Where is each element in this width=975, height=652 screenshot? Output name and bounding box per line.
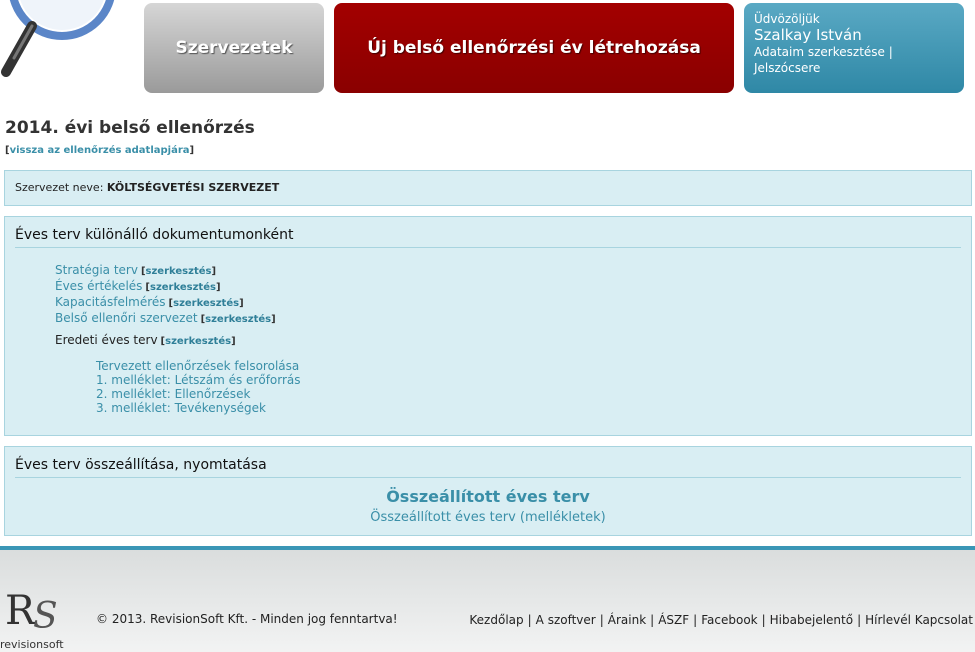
edit-bracket: [szerkesztés] bbox=[200, 314, 276, 325]
footer-logo-text: revisionsoft bbox=[0, 638, 64, 651]
footer-sep: | bbox=[761, 613, 766, 627]
back-bracket-open: [ bbox=[5, 145, 10, 156]
footer-sep: | bbox=[857, 613, 862, 627]
user-greeting: Üdvözöljük bbox=[754, 12, 820, 26]
edit-internal-org-link[interactable]: szerkesztés bbox=[205, 314, 272, 325]
user-box bbox=[744, 3, 964, 93]
edit-evaluation-link[interactable]: szerkesztés bbox=[150, 282, 216, 293]
edit-bracket: [szerkesztés] bbox=[160, 336, 236, 347]
original-plan-row bbox=[55, 333, 236, 347]
capacity-assessment-link[interactable]: Kapacitásfelmérés bbox=[55, 295, 166, 309]
page-title: 2014. évi belső ellenőrzés bbox=[5, 118, 255, 138]
organization-panel bbox=[4, 170, 972, 206]
edit-bracket: [szerkesztés] bbox=[145, 282, 221, 293]
edit-strategy-link[interactable]: szerkesztés bbox=[145, 266, 212, 277]
svg-text:R: R bbox=[5, 590, 36, 634]
change-password-link[interactable]: Jelszócsere bbox=[754, 61, 821, 75]
print-panel-title: Éves terv összeállítása, nyomtatása bbox=[15, 457, 961, 478]
footer-link-contact[interactable]: Kapcsolat bbox=[914, 613, 973, 627]
svg-text:S: S bbox=[33, 596, 58, 637]
footer-sep: | bbox=[693, 613, 698, 627]
footer-link-terms[interactable]: ÁSZF bbox=[658, 613, 690, 627]
compiled-plan-appendix-link[interactable]: Összeállított éves terv (mellékletek) bbox=[370, 510, 606, 525]
organizations-button[interactable]: Szervezetek bbox=[144, 3, 324, 93]
list-item bbox=[55, 295, 276, 311]
strategy-plan-link[interactable]: Stratégia terv bbox=[55, 263, 138, 277]
annual-evaluation-link[interactable]: Éves értékelés bbox=[55, 279, 143, 293]
edit-capacity-link[interactable]: szerkesztés bbox=[173, 298, 240, 309]
magnifier-logo-icon bbox=[0, 0, 130, 90]
back-to-audit-link[interactable]: vissza az ellenőrzés adatlapjára bbox=[9, 145, 190, 156]
user-name: Szalkay István bbox=[754, 26, 862, 44]
edit-bracket: [szerkesztés] bbox=[140, 266, 217, 277]
footer-link-newsletter[interactable]: Hírlevél bbox=[865, 613, 911, 627]
planned-audits-link[interactable]: Tervezett ellenőrzések felsorolása bbox=[96, 359, 300, 373]
new-audit-year-button[interactable]: Új belső ellenőrzési év létrehozása bbox=[334, 3, 734, 93]
print-panel bbox=[4, 446, 972, 536]
footer-link-home[interactable]: Kezdőlap bbox=[469, 613, 524, 627]
organization-label: Szervezet neve: bbox=[15, 181, 104, 194]
original-plan-sublist bbox=[96, 359, 301, 415]
footer-link-software[interactable]: A szoftver bbox=[535, 613, 596, 627]
documents-panel bbox=[4, 216, 972, 436]
list-item bbox=[55, 279, 276, 295]
compiled-plan-link[interactable]: Összeállított éves terv bbox=[386, 487, 590, 506]
footer-sep: | bbox=[650, 613, 655, 627]
user-link-separator: | bbox=[888, 45, 893, 59]
list-item bbox=[55, 263, 276, 279]
footer-sep: | bbox=[527, 613, 532, 627]
back-bracket-close: ] bbox=[189, 145, 195, 156]
footer bbox=[0, 550, 975, 652]
user-links bbox=[754, 44, 954, 76]
organization-name: KÖLTSÉGVETÉSI SZERVEZET bbox=[106, 181, 280, 194]
documents-panel-title: Éves terv különálló dokumentumonként bbox=[15, 227, 961, 248]
document-list bbox=[55, 263, 276, 327]
footer-sep: | bbox=[599, 613, 604, 627]
appendix-1-link[interactable]: 1. melléklet: Létszám és erőforrás bbox=[96, 373, 301, 387]
footer-link-facebook[interactable]: Facebook bbox=[701, 613, 758, 627]
footer-link-bug-report[interactable]: Hibabejelentő bbox=[769, 613, 854, 627]
copyright-text: © 2013. RevisionSoft Kft. - Minden jog fenntartva! bbox=[96, 612, 398, 626]
edit-profile-link[interactable]: Adataim szerkesztése bbox=[754, 45, 885, 59]
appendix-2-link[interactable]: 2. melléklet: Ellenőrzések bbox=[96, 387, 251, 401]
edit-bracket: [szerkesztés] bbox=[168, 298, 244, 309]
internal-audit-org-link[interactable]: Belső ellenőri szervezet bbox=[55, 311, 198, 325]
list-item bbox=[55, 311, 276, 327]
footer-link-prices[interactable]: Áraink bbox=[607, 613, 647, 627]
footer-links bbox=[469, 613, 973, 627]
edit-original-plan-link[interactable]: szerkesztés bbox=[165, 336, 232, 347]
back-breadcrumb bbox=[5, 145, 194, 156]
original-plan-label: Eredeti éves terv bbox=[55, 333, 158, 347]
appendix-3-link[interactable]: 3. melléklet: Tevékenységek bbox=[96, 401, 266, 415]
